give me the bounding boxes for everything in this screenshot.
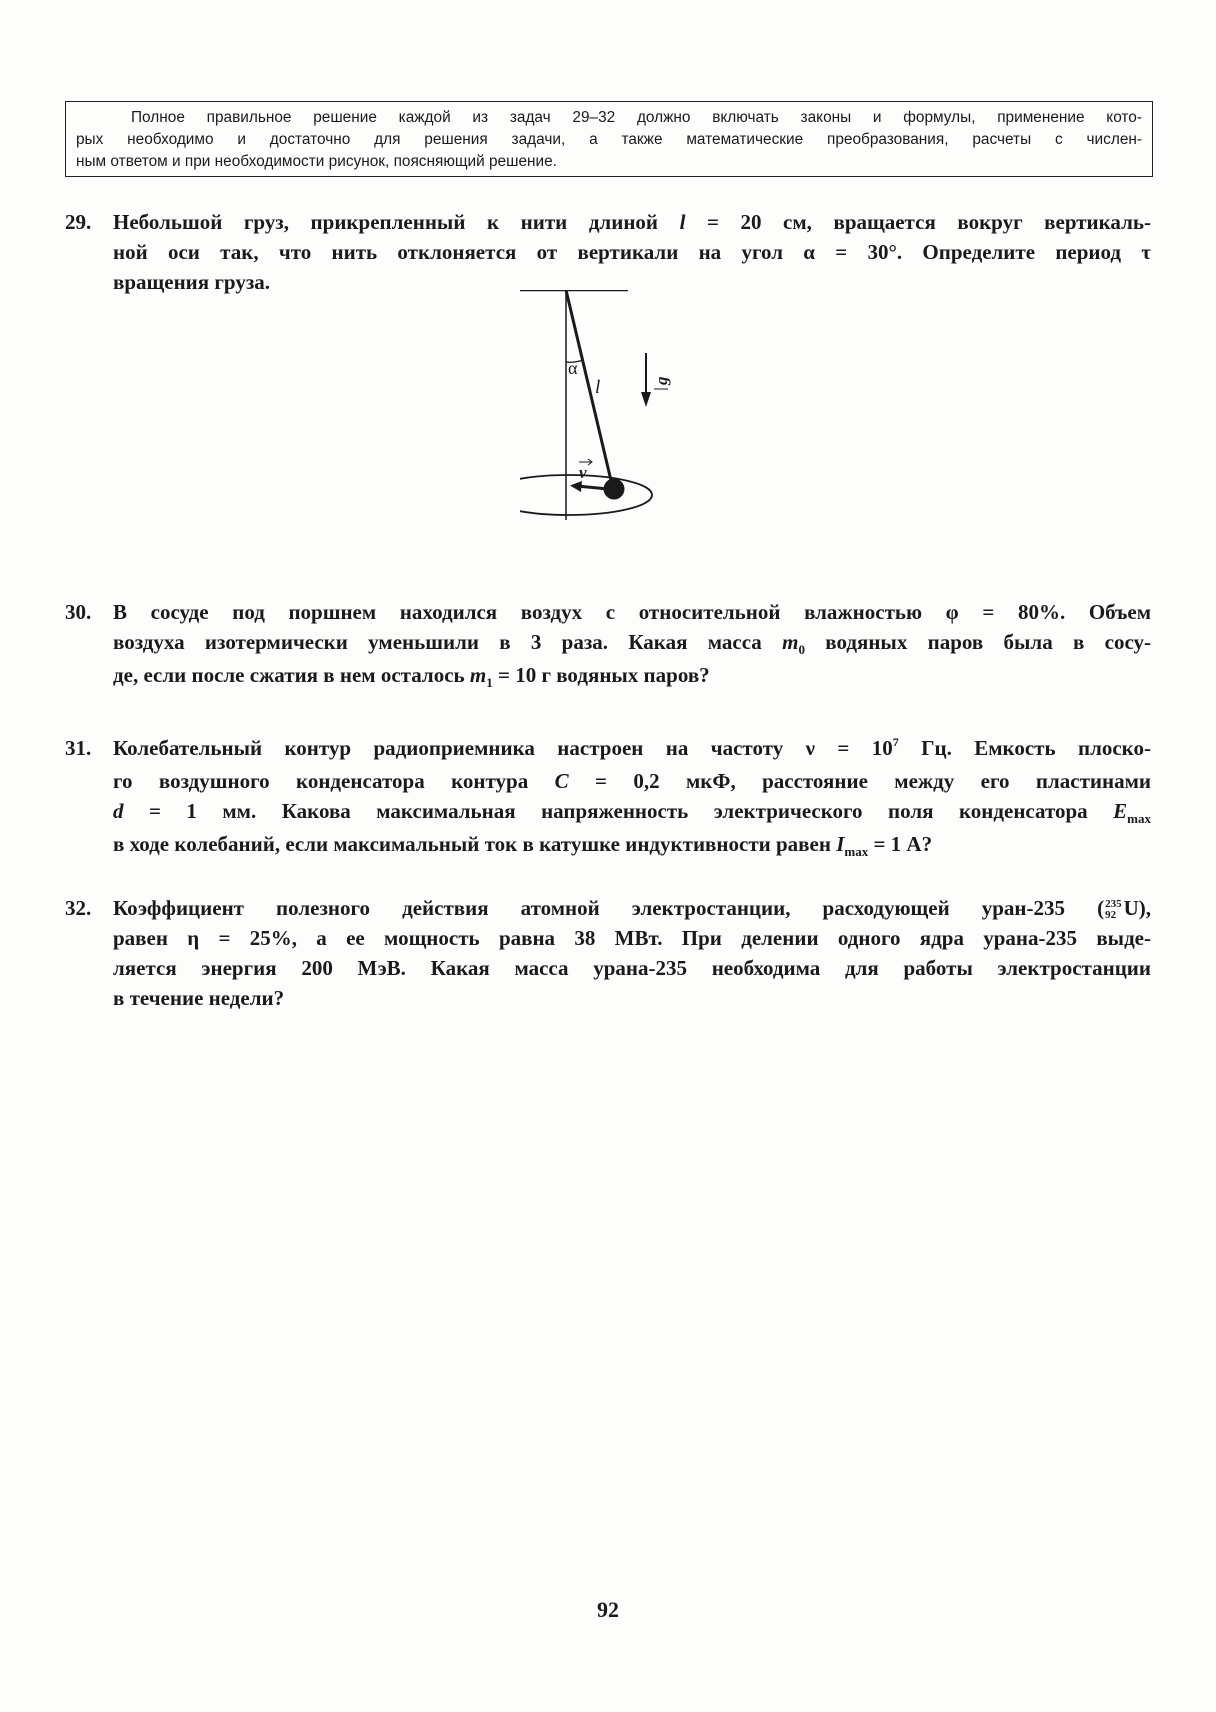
task-line: де, если после сжатия в нем осталось $m_1 = 10$ г водяных паров? (113, 663, 710, 690)
task-number: 32. (65, 896, 92, 920)
velocity-arrowhead (570, 481, 582, 492)
velocity-label: v (579, 463, 587, 482)
task-30 (65, 597, 1151, 693)
math-symbol: l (679, 210, 686, 234)
task-text (113, 893, 1151, 1013)
task-number: 29. (65, 210, 92, 234)
thread (566, 290, 613, 489)
gravity-label: g (652, 376, 671, 385)
task-text (113, 597, 1151, 693)
superscript: 7 (892, 735, 899, 749)
length-label: l (595, 377, 601, 398)
conical-pendulum-figure (520, 290, 720, 522)
weight-ball (604, 479, 625, 500)
task-number: 30. (65, 600, 92, 624)
math-symbol: d (113, 799, 124, 823)
task-29 (65, 207, 1151, 297)
task-31 (65, 733, 1151, 862)
instructions-line: Полное правильное решение каждой из задач 29–32 должно включать законы и формулы, применение кото- (131, 109, 1142, 126)
instructions-line: ным ответом и при необходимости рисунок, поясняющий решение. (76, 153, 557, 170)
subscript: 0 (798, 642, 805, 657)
math-symbol: C (554, 769, 569, 793)
subscript: 1 (486, 675, 493, 690)
velocity-arrow (577, 486, 608, 489)
math-symbol: m (782, 630, 799, 654)
task-32 (65, 893, 1151, 1013)
task-line: d = 1 мм. Какова максимальная напряженность электрического поля конденсатора $E_{max}$ (113, 799, 1151, 826)
task-line: Небольшой груз, прикрепленный к нити длиной l = 20 см, вращается вокруг вертикаль- (113, 210, 1151, 234)
task-line: Коэффициент полезного действия атомной электростанции, расходующей уран-235 ( 235 92 U), (113, 896, 1151, 922)
task-text (113, 207, 1151, 297)
subscript: max (844, 844, 869, 859)
task-line: ляется энергия 200 МэВ. Какая масса урана-235 необходима для работы электростанции (113, 956, 1151, 980)
task-line: в ходе колебаний, если максимальный ток в катушке индуктивности равен $I_{max} = 1$ А? (113, 832, 933, 859)
task-text (113, 733, 1151, 862)
math-symbol: E (1113, 799, 1128, 823)
task-line: воздуха изотермически уменьшили в 3 раза. Какая масса $m_0$ водяных паров была в сосу- (113, 630, 1151, 657)
math-symbol: m (469, 663, 487, 687)
task-line: вращения груза. (113, 270, 271, 294)
task-line: в течение недели? (113, 986, 285, 1010)
task-number: 31. (65, 736, 92, 760)
task-line: ной оси так, что нить отклоняется от вертикали на угол α = 30°. Определите период τ (113, 240, 1151, 264)
task-line: Колебательный контур радиоприемника настроен на частоту $\nu = 10^7$ Гц. Емкость плоско- (113, 735, 1151, 760)
instructions-line: рых необходимо и достаточно для решения задачи, а также математические преобразования, расчеты с числен- (76, 131, 1142, 148)
angle-label: α (568, 358, 578, 378)
math-symbol: I (836, 832, 845, 856)
instructions-box (65, 101, 1153, 177)
task-line: В сосуде под поршнем находился воздух с относительной влажностью φ = 80%. Объем (113, 600, 1151, 624)
nuclide-notation: 235 92 (1105, 898, 1122, 922)
subscript: max (1127, 811, 1151, 826)
gravity-arrowhead (641, 392, 651, 407)
task-line: равен η = 25%, а ее мощность равна 38 МВт. При делении одного ядра урана-235 выде- (113, 926, 1151, 950)
task-line: го воздушного конденсатора контура C = 0,2 мкФ, расстояние между его пластинами (113, 769, 1151, 793)
page-number: 92 (597, 1597, 619, 1622)
